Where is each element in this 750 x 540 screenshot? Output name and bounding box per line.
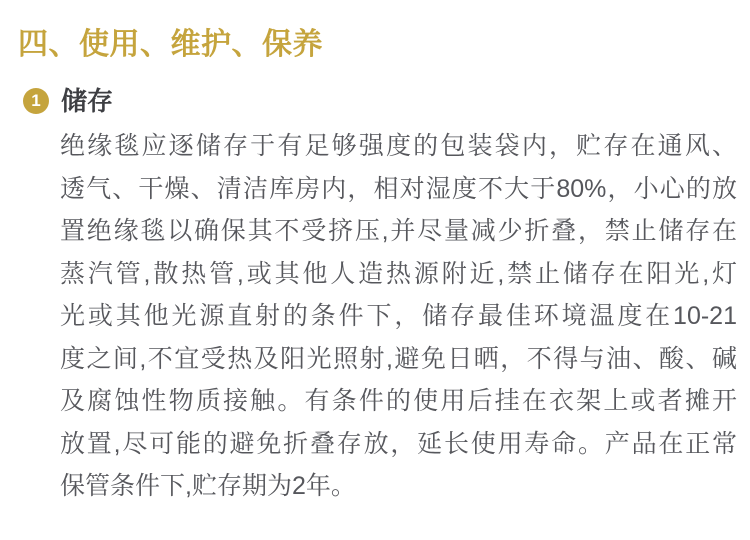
paragraph-line: 置绝缘毯以确保其不受挤压,并尽量减少折叠，禁止储存在 (60, 217, 737, 245)
section-title: 四、使用、维护、保养 (18, 28, 323, 61)
paragraph-line: 度之间,不宜受热及阳光照射,避免日晒，不得与油、酸、碱 (60, 344, 737, 373)
item-number-badge (23, 88, 49, 114)
subsection-title: 储存 (61, 86, 114, 116)
paragraph-line: 绝缘毯应逐储存于有足够强度的包装袋内，贮存在通风、 (60, 132, 737, 160)
storage-paragraph (60, 125, 737, 508)
paragraph-line: 透气、干燥、清洁库房内，相对湿度不大于80%，小心的放 (60, 174, 737, 203)
paragraph-line: 及腐蚀性物质接触。有条件的使用后挂在衣架上或者摊开 (60, 387, 737, 415)
item-number: 1 (31, 91, 41, 110)
manual-page (0, 27, 750, 540)
paragraph-line: 蒸汽管,散热管,或其他人造热源附近,禁止储存在阳光,灯 (60, 259, 737, 288)
subsection-header (23, 85, 750, 117)
paragraph-line: 光或其他光源直射的条件下，储存最佳环境温度在10-21 (60, 302, 737, 330)
paragraph-line: 保管条件下,贮存期为2年。 (60, 472, 356, 500)
paragraph-line: 放置,尽可能的避免折叠存放，延长使用寿命。产品在正常 (60, 429, 737, 458)
